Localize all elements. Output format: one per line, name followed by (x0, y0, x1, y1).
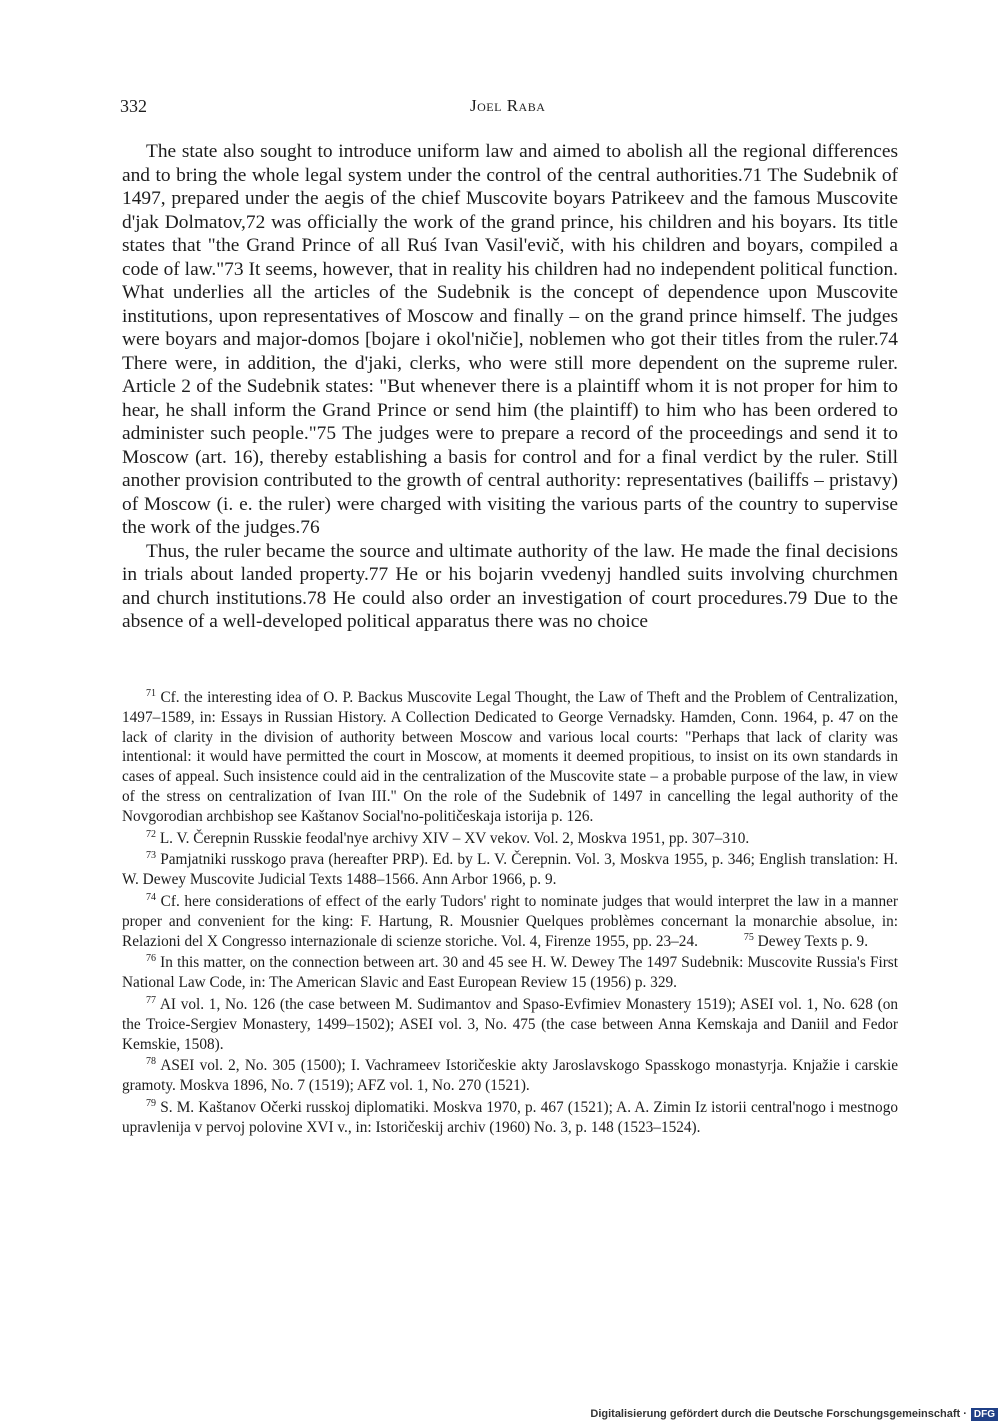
footnotes (122, 688, 898, 1140)
body-text (122, 140, 898, 634)
footnote-73: $^{73}$ Pamjatniki russkogo prava (hereafter PRP). Ed. by L. V. Čerepnin. Vol. 3, Moskva 1955, p. 346; English translation: H. W. Dewey Muscovite Judicial Texts 1488–1566. Ann Arbor 1966, p. 9. (122, 850, 899, 889)
dfg-logo-icon: DFG (971, 1408, 998, 1421)
footnote-78: $^{78}$ ASEI vol. 2, No. 305 (1500); I. Vachrameev Istoričeskie akty Jaroslavskogo Spasskogo monastyrja. Knjažie i carskie gramoty. Moskva 1896, No. 7 (1519); AFZ vol. 1, No. 270 (1521). (122, 1056, 898, 1095)
footnote-72: $^{72}$ L. V. Čerepnin Russkie feodal'nye archivy XIV – XV vekov. Vol. 2, Moskva 1951, pp. 307–310. (146, 828, 750, 847)
footnote-74: $^{74}$ Cf. here considerations of effect of the early Tudors' right to nominate judges that would interpret the law in a manner proper and convenient for the king: F. Hartung, R. Mousnier Quelques problèmes concernant la monarchie absolue, in: Relazioni del X Congresso internazionale di scienze storiche. Vol. 4, Firenze 1955, pp. 23–24. $^{75}$ Dewey Texts p. 9. (122, 891, 898, 950)
running-head: Joel Raba (470, 96, 546, 115)
digitization-footer (590, 1406, 998, 1422)
footnote-71: $^{71}$ Cf. the interesting idea of O. P. Backus Muscovite Legal Thought, the Law of Theft and the Problem of Centralization, 1497–1589, in: Essays in Russian History. A Collection Dedicated to George Vernadsky. Hamden, Conn. 1964, p. 47 on the lack of clarity in the division of authority between Moscow and various local courts: "Perhaps that lack of clarity was intentional: it would have permitted the court in Moscow, at moments it deemed propitious, to insist on its own standards in cases of appeal. Such insistence could aid in the centralization of the Muscovite state – a probable purpose of the law, in view of the stress on centralization of Ivan III." On the role of the Sudebnik of 1497 in cancelling the legal authority of the Novgorodian archbishop see Kaštanov Social'no-političeskaja istorija p. 126. (122, 687, 899, 825)
footnote-76: $^{76}$ In this matter, on the connection between art. 30 and 45 see H. W. Dewey The 1497 Sudebnik: Muscovite Russia's First National Law Code, in: The American Slavic and East European Review 15 (1956) p. 329. (122, 953, 898, 992)
footer-text: Digitalisierung gefördert durch die Deutsche Forschungsgemeinschaft · (590, 1408, 967, 1420)
footnote-77: $^{77}$ AI vol. 1, No. 126 (the case between M. Sudimantov and Spaso-Evfimiev Monastery 1519); ASEI vol. 1, No. 628 (on the Troice-Sergiev Monastery, 1499–1502); ASEI vol. 3, No. 475 (the case between Anna Kemskaja and Daniil and Fedor Kemskie, 1508). (122, 994, 898, 1053)
body-paragraph-2: Thus, the ruler became the source and ultimate authority of the law. He made the final decisions in trials about landed property.77 He or his bojarin vvedenyj handled suits involving churchmen and church institutions.78 He could also order an investigation of court procedures.79 Due to the absence of a well-developed political apparatus there was no choice (122, 540, 898, 632)
page-number: 332 (120, 96, 147, 116)
footnote-79: $^{79}$ S. M. Kaštanov Očerki russkoj diplomatiki. Moskva 1970, p. 467 (1521); A. A. Zimin Iz istorii central'nogo i mestnogo upravlenija v pervoj polovine XVI v., in: Istoričeskij archiv (1960) No. 3, p. 148 (1523–1524). (122, 1097, 898, 1136)
body-paragraph-1: The state also sought to introduce uniform law and aimed to abolish all the regional differences and to bring the whole legal system under the control of the central authorities.71 The Sudebnik of 1497, prepared under the aegis of the chief Muscovite boyars Patrikeev and the famous Muscovite d'jak Dolmatov,72 was officially the work of the grand prince, his children and his boyars. Its title states that "the Grand Prince of all Ruś Ivan Vasil'evič, with his children and boyars, compiled a code of law."73 It seems, however, that in reality his children had no independent political function. What underlies all the articles of the Sudebnik is the concept of dependence upon Muscovite institutions, upon representatives of Moscow and finally – on the grand prince himself. The judges were boyars and major-domos [bojare i okol'ničie], noblemen who got their titles from the ruler.74 There were, in addition, the d'jaki, clerks, who were still more dependent on the supreme ruler. Article 2 of the Sudebnik states: "But whenever there is a plaintiff whom it is not proper for him to hear, he shall inform the Grand Prince or send him (the plaintiff) to him who has been ordered to administer such people."75 The judges were to prepare a record of the proceedings and send it to Moscow (art. 16), thereby establishing a basis for control and for a final verdict by the ruler. Still another provision contributed to the growth of central authority: representatives (bailiffs – pristavy) of Moscow (i. e. the ruler) were charged with visiting the various parts of the country to supervise the work of the judges.76 (122, 141, 898, 538)
